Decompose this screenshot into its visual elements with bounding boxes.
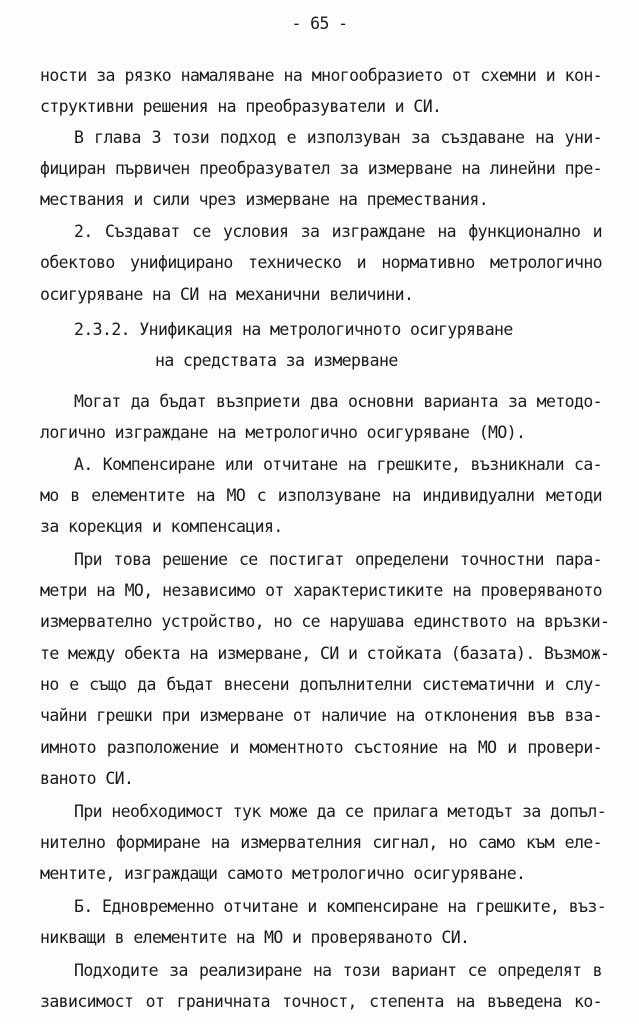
text-line: ментите, изграждащи самото метрологично осигуряване. <box>40 864 526 883</box>
text-line: структивни решения на преобразуватели и СИ. <box>40 97 442 116</box>
text-line: имното разположение и моментното състояние на МО и провери- <box>40 738 602 757</box>
text-line: но е също да бъдат внесени допълнителни систематични и слу- <box>40 675 602 694</box>
text-line: фициран първичен преобразувател за измерване на линейни пре- <box>40 159 602 178</box>
text-line: никващи в елементите на МО и проверяваното СИ. <box>40 928 470 947</box>
text-line: 2. Създават се условия за изграждане на функционално и <box>74 222 602 241</box>
text-line: осигуряване на СИ на механични величини. <box>40 285 414 304</box>
text-line: логично изграждане на метрологично осигуряване (МО). <box>40 423 526 442</box>
text-line: ности за рязко намаляване на многообразието от схемни и кон- <box>40 66 602 85</box>
text-line: за корекция и компенсация. <box>40 517 283 536</box>
text-line: ваното СИ. <box>40 769 134 788</box>
section-heading: на средствата за измерване <box>155 351 398 370</box>
text-line: Подходите за реализиране на този вариант се определят в <box>74 961 602 980</box>
text-line: чайни грешки при измерване от наличие на отклонения във вза- <box>40 706 602 725</box>
text-line: Могат да бъдат възприети два основни варианта за методо- <box>74 392 602 411</box>
text-line: мествания и сили чрез измерване на премествания. <box>40 190 489 209</box>
text-line: При това решение се постигат определени точностни пара- <box>74 550 602 569</box>
page-number: - 65 - <box>291 14 348 33</box>
text-line: те между обекта на измерване, СИ и стойката (базата). Възмож- <box>40 644 610 663</box>
text-line: обектово унифицирано техническо и нормативно метрологично <box>40 253 602 272</box>
text-line: измервателно устройство, но се нарушава единството на връзки- <box>40 612 610 631</box>
section-heading: 2.3.2. Унификация на метрологичното осигуряване <box>74 320 513 339</box>
text-line: Б. Едновременно отчитане и компенсиране на грешките, въз- <box>74 897 607 916</box>
text-line: А. Компенсиране или отчитане на грешките, възникнали са- <box>74 455 602 474</box>
text-line: В глава 3 този подход е използуван за създаване на уни- <box>74 128 602 147</box>
text-line: мо в елементите на МО с използуване на индивидуални методи <box>40 486 602 505</box>
text-line: метри на МО, независимо от характеристиките на проверяваното <box>40 581 602 600</box>
text-line: нително формиране на измервателния сигнал, но само към еле- <box>40 833 602 852</box>
text-line: При необходимост тук може да се прилага методът за допъл- <box>74 802 607 821</box>
text-line: зависимост от граничната точност, степента на въведена ко- <box>40 992 602 1011</box>
